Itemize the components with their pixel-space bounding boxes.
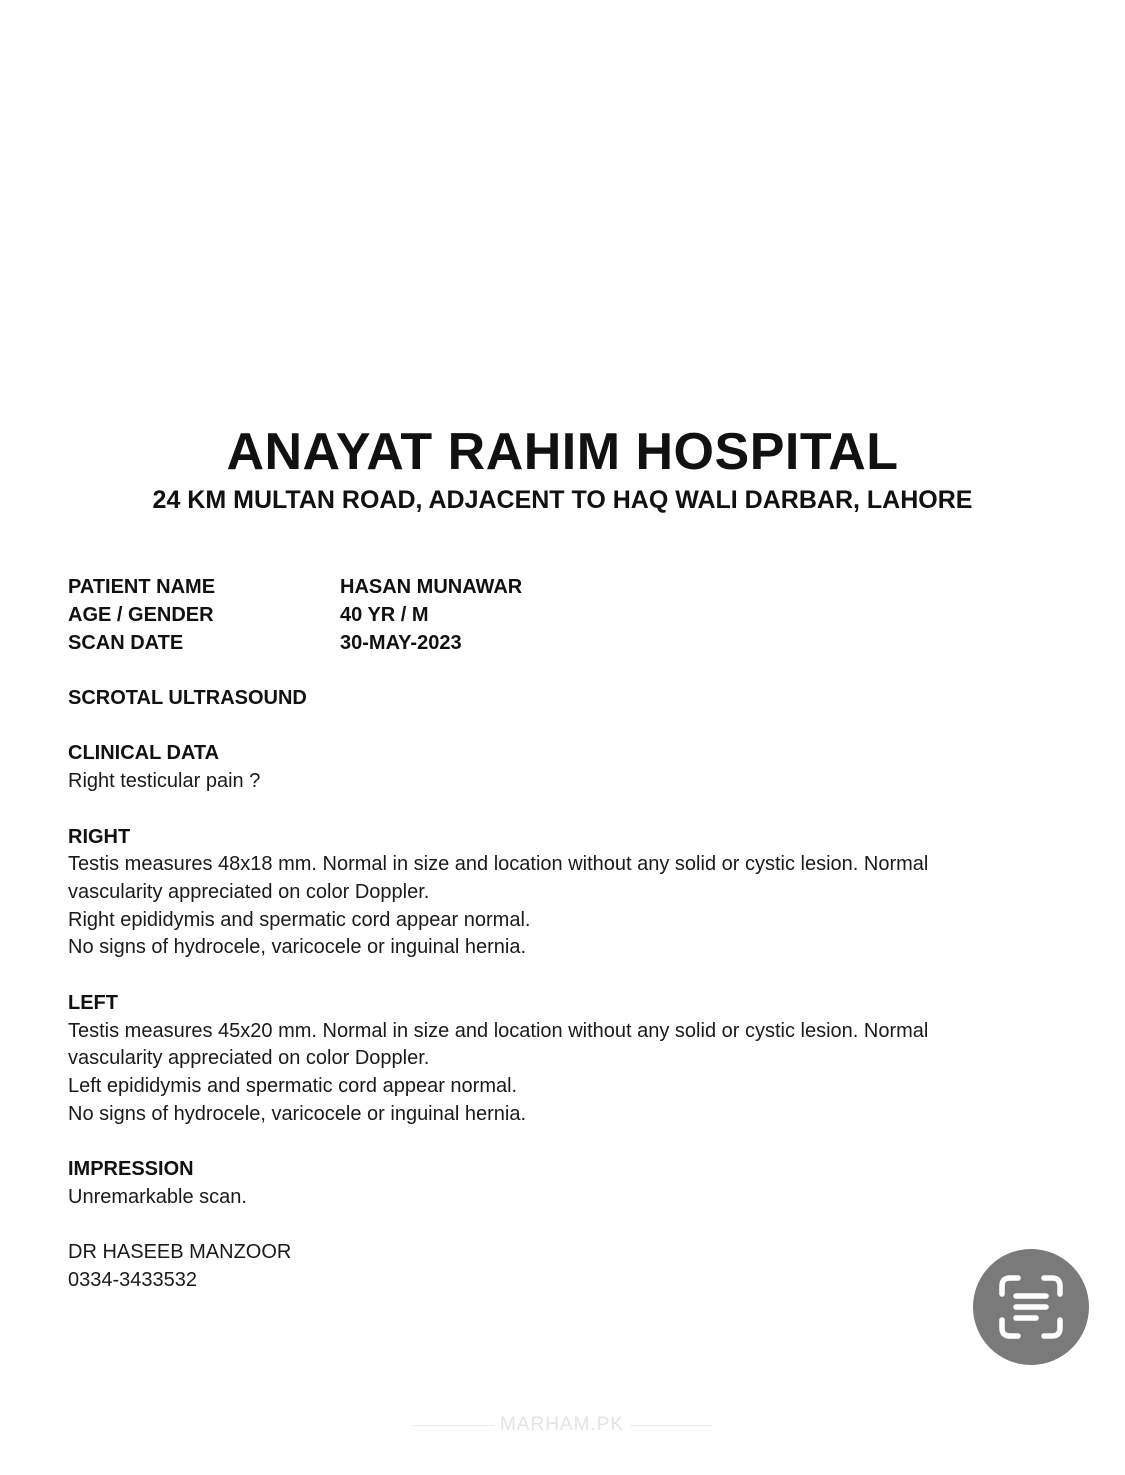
- watermark-text: MARHAM.PK: [499, 1414, 625, 1435]
- clinical-data-text: Right testicular pain ?: [68, 770, 261, 792]
- watermark-rule: [412, 1425, 494, 1426]
- right-finding-line: Testis measures 48x18 mm. Normal in size and location without any solid or cystic lesion. Normal: [68, 853, 929, 875]
- left-heading: LEFT: [68, 992, 118, 1014]
- scan-text-button[interactable]: [973, 1249, 1089, 1365]
- hospital-address: 24 KM MULTAN ROAD, ADJACENT TO HAQ WALI DARBAR, LAHORE: [152, 486, 973, 514]
- watermark-rule: [630, 1425, 712, 1426]
- right-finding-line: No signs of hydrocele, varicocele or inguinal hernia.: [68, 936, 527, 958]
- left-finding-line: Left epididymis and spermatic cord appear normal.: [68, 1075, 518, 1097]
- clinical-data-heading: CLINICAL DATA: [68, 742, 220, 764]
- patient-name-value: HASAN MUNAWAR: [340, 576, 523, 598]
- doctor-phone: 0334-3433532: [68, 1269, 198, 1291]
- right-finding-line: vascularity appreciated on color Doppler.: [68, 881, 430, 903]
- scan-date-value: 30-MAY-2023: [340, 632, 462, 654]
- patient-name-label: PATIENT NAME: [68, 576, 216, 598]
- scan-date-label: SCAN DATE: [68, 632, 184, 654]
- exam-title: SCROTAL ULTRASOUND: [68, 687, 307, 709]
- watermark: [412, 1410, 712, 1440]
- age-gender-value: 40 YR / M: [340, 604, 429, 626]
- hospital-name: ANAYAT RAHIM HOSPITAL: [226, 423, 899, 481]
- right-finding-line: Right epididymis and spermatic cord appear normal.: [68, 909, 531, 931]
- left-finding-line: Testis measures 45x20 mm. Normal in size and location without any solid or cystic lesion. Normal: [68, 1020, 929, 1042]
- impression-text: Unremarkable scan.: [68, 1186, 247, 1208]
- left-finding-line: vascularity appreciated on color Doppler.: [68, 1047, 430, 1069]
- text-scan-icon: [996, 1272, 1066, 1342]
- impression-heading: IMPRESSION: [68, 1158, 194, 1180]
- doctor-name: DR HASEEB MANZOOR: [68, 1241, 292, 1263]
- right-heading: RIGHT: [68, 826, 131, 848]
- age-gender-label: AGE / GENDER: [68, 604, 214, 626]
- left-finding-line: No signs of hydrocele, varicocele or inguinal hernia.: [68, 1103, 527, 1125]
